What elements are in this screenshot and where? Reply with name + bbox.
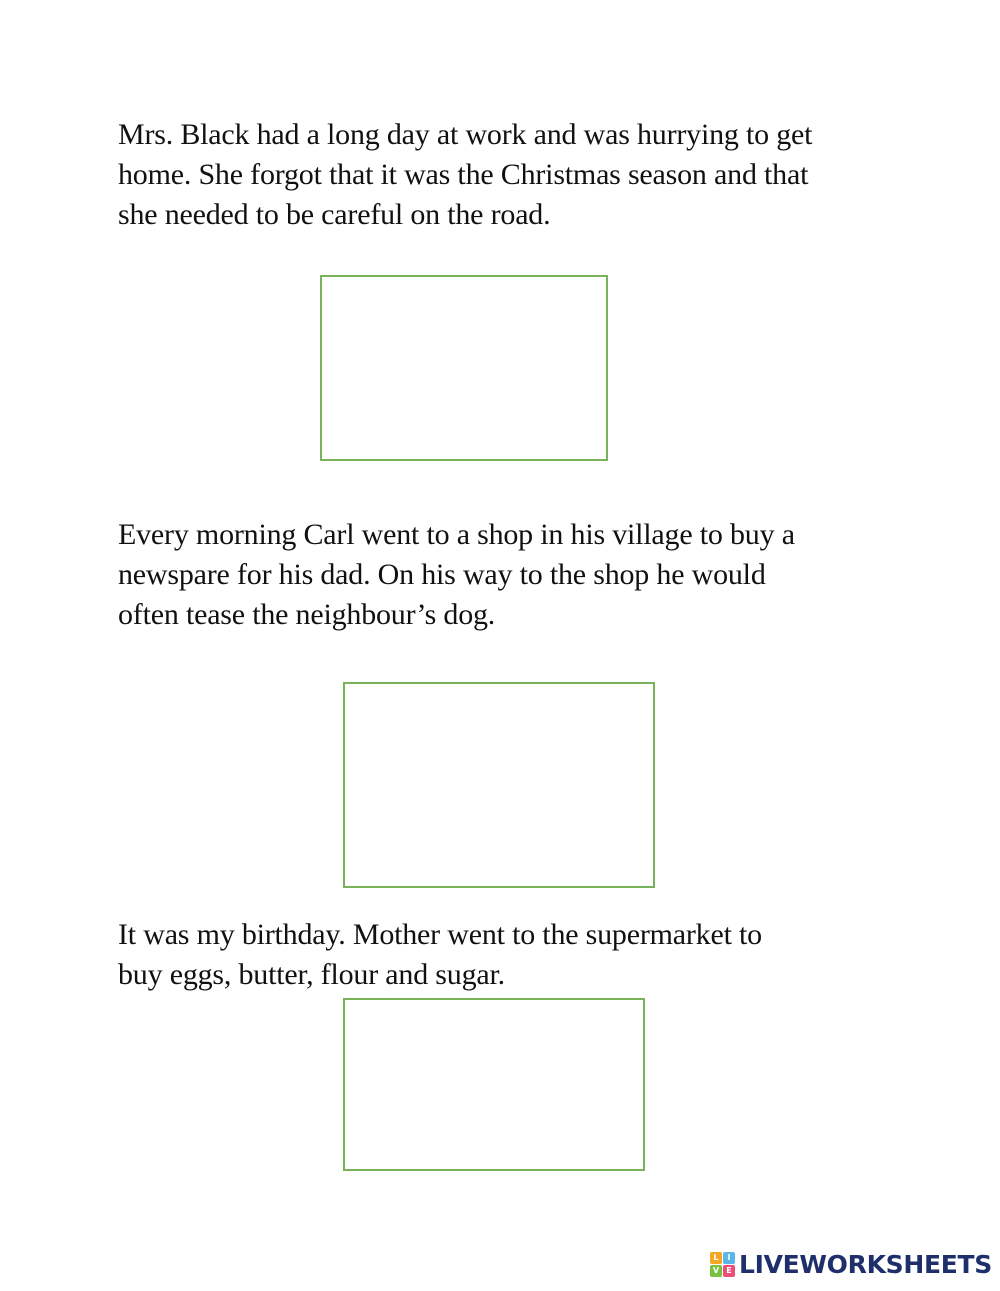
- liveworksheets-logo-icon: [710, 1252, 735, 1277]
- logo-tile: E: [723, 1265, 735, 1277]
- paragraph-line: often tease the neighbour’s dog.: [118, 598, 496, 631]
- paragraph-line: Every morning Carl went to a shop in his village to buy a: [118, 518, 795, 551]
- liveworksheets-brand: [710, 1250, 992, 1279]
- logo-tile: I: [723, 1252, 735, 1264]
- paragraph-line: she needed to be careful on the road.: [118, 198, 551, 231]
- logo-tile: L: [710, 1252, 722, 1264]
- story-paragraph-2: [118, 515, 795, 635]
- logo-tile: V: [710, 1265, 722, 1277]
- paragraph-line: buy eggs, butter, flour and sugar.: [118, 958, 505, 991]
- paragraph-line: newspare for his dad. On his way to the shop he would: [118, 558, 766, 591]
- paragraph-line: Mrs. Black had a long day at work and was hurrying to get: [118, 118, 813, 151]
- answer-box-1[interactable]: [320, 275, 608, 461]
- paragraph-line: home. She forgot that it was the Christmas season and that: [118, 158, 809, 191]
- story-paragraph-3: [118, 915, 762, 995]
- answer-box-3[interactable]: [343, 998, 645, 1171]
- brand-name: LIVEWORKSHEETS: [738, 1250, 992, 1279]
- paragraph-line: It was my birthday. Mother went to the supermarket to: [118, 918, 762, 951]
- story-paragraph-1: [118, 115, 812, 235]
- answer-box-2[interactable]: [343, 682, 655, 888]
